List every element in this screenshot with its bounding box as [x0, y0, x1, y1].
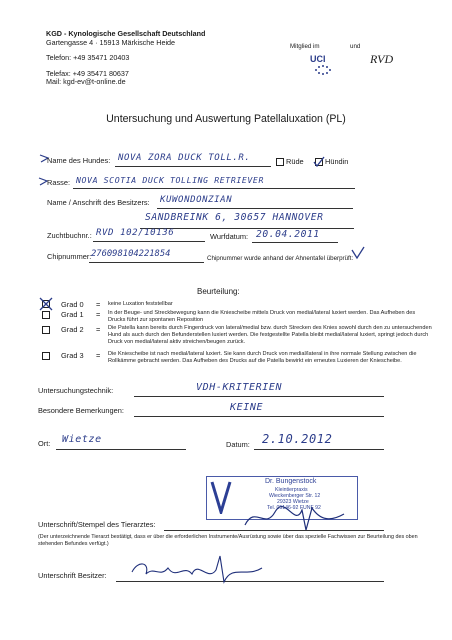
studbook-label: Zuchtbuchnr.:	[47, 231, 92, 240]
stamp-line2: Kleintierpraxis	[275, 487, 308, 493]
remarks-label: Besondere Bemerkungen:	[38, 406, 124, 415]
remarks-value[interactable]: KEINE	[230, 402, 264, 413]
technique-label: Untersuchungstechnik:	[38, 386, 114, 395]
place-value[interactable]: Wietze	[62, 434, 102, 445]
chip-value[interactable]: 276098104221854	[91, 249, 171, 259]
and-text: und	[350, 43, 361, 50]
grade0-text: keine Luxation feststellbar	[108, 301, 173, 307]
stamp-line5: Tel. 05146-92 FUNF 92	[267, 505, 321, 511]
org-address: Gartengasse 4 · 15913 Märkische Heide	[46, 37, 176, 47]
letterhead	[46, 30, 205, 87]
grade1-checkbox[interactable]	[42, 311, 50, 319]
grade1-text: In der Beuge- und Streckbewegung kann die Kniescheibe mittels Druck von medial/lateral luxiert werden. Das Aufheben des Drucks führt zur spontanen Reposition	[108, 310, 416, 323]
owner-value-2[interactable]: SANDBREINK 6, 30657 HANNOVER	[145, 212, 324, 223]
uci-logo-text: UCI	[310, 54, 326, 64]
dog-name-value[interactable]: NOVA ZORA DUCK TOLL.R.	[118, 153, 251, 163]
breed-value[interactable]: NOVA SCOTIA DUCK TOLLING RETRIEVER	[76, 175, 264, 185]
vet-sig-label: Unterschrift/Stempel des Tierarztes:	[38, 520, 156, 529]
male-checkbox[interactable]	[276, 158, 284, 166]
grade1-eq: =	[96, 310, 101, 319]
grade3-text: Die Kniescheibe ist nach medial/lateral luxiert. Sie kann durch Druck von medial/lateral in ihre normale Stellung zwischen die Rollkämme gebracht werden. Das Aufheben des Drucks auf die Patella bewirkt ein erneutes Luxieren der Kniescheibe.	[108, 351, 417, 364]
birth-label: Wurfdatum:	[210, 232, 249, 241]
stamp-line3: Wieckenberger Str. 12	[269, 493, 321, 499]
grade3-checkbox[interactable]	[42, 352, 50, 360]
dog-name-label: Name des Hundes:	[47, 156, 111, 165]
place-label: Ort:	[38, 439, 51, 448]
owner-value-1[interactable]: KUWONDONZIAN	[160, 195, 233, 205]
org-fax: Telefax: +49 35471 80637	[46, 68, 129, 78]
technique-value[interactable]: VDH-KRITERIEN	[196, 382, 283, 393]
male-label: Rüde	[286, 157, 304, 166]
assessment-heading: Beurteilung:	[197, 287, 240, 296]
uci-logo	[308, 52, 338, 76]
check-mark-icon	[313, 155, 325, 173]
grade0-eq: =	[96, 300, 101, 309]
grade2-checkbox[interactable]	[42, 326, 50, 334]
grade2-eq: =	[96, 325, 101, 334]
stamp-line4: 29323 Wietze	[277, 499, 309, 505]
org-phone: Telefon: +49 35471 20403	[46, 53, 130, 63]
grade2-label: Grad 2	[61, 325, 84, 334]
owner-label: Name / Anschrift des Besitzers:	[47, 198, 150, 207]
chip-label: Chipnummer:	[47, 252, 92, 261]
date-label: Datum:	[226, 440, 250, 449]
date-value[interactable]: 2.10.2012	[262, 432, 333, 446]
owner-signature	[128, 552, 268, 591]
disclaimer: (Der unterzeichnende Tierarzt bestätigt, dass er über die erforderlichen Instrumente/Ausrüstung sowie über das spezielle Fachwissen zur Beurteilung des oben stehenden Befundes verfügt.)	[38, 534, 418, 547]
breed-label: Rasse:	[47, 178, 71, 187]
check-mark-icon	[351, 246, 365, 265]
rvd-logo: RVD	[370, 52, 394, 66]
page-title: Untersuchung und Auswertung Patellaluxation (PL)	[106, 113, 346, 125]
stamp-logo-icon	[210, 480, 232, 516]
grade3-eq: =	[96, 351, 101, 360]
grade0-label: Grad 0	[61, 300, 84, 309]
female-label: Hündin	[325, 157, 349, 166]
grade3-label: Grad 3	[61, 351, 84, 360]
stamp-line1: Dr. Bungenstock	[265, 478, 317, 485]
org-name: KGD - Kynologische Gesellschaft Deutschland	[46, 29, 206, 38]
grade1-label: Grad 1	[61, 310, 84, 319]
grade2-text: Die Patella kann bereits durch Fingerdruck von lateral/medial bzw. durch Strecken des Knies sowohl durch den zu untersuchenden Hund als auch durch den Befunderstellen luxiert werden. Die festgestellte Patella bleibt medial/lateral luxiert, springt jedoch durch Druck von medial/lateral aktiv streichen/beugen zurück.	[108, 325, 432, 345]
birth-value[interactable]: 20.04.2011	[256, 229, 320, 240]
member-text: Mitglied im	[290, 43, 320, 50]
owner-sig-label: Unterschrift Besitzer:	[38, 571, 107, 580]
chip-note: Chipnummer wurde anhand der Ahnentafel überprüft:	[207, 255, 354, 262]
studbook-value[interactable]: RVD 102/10136	[96, 228, 175, 238]
org-mail: Mail: kgd-ev@t-online.de	[46, 77, 126, 87]
